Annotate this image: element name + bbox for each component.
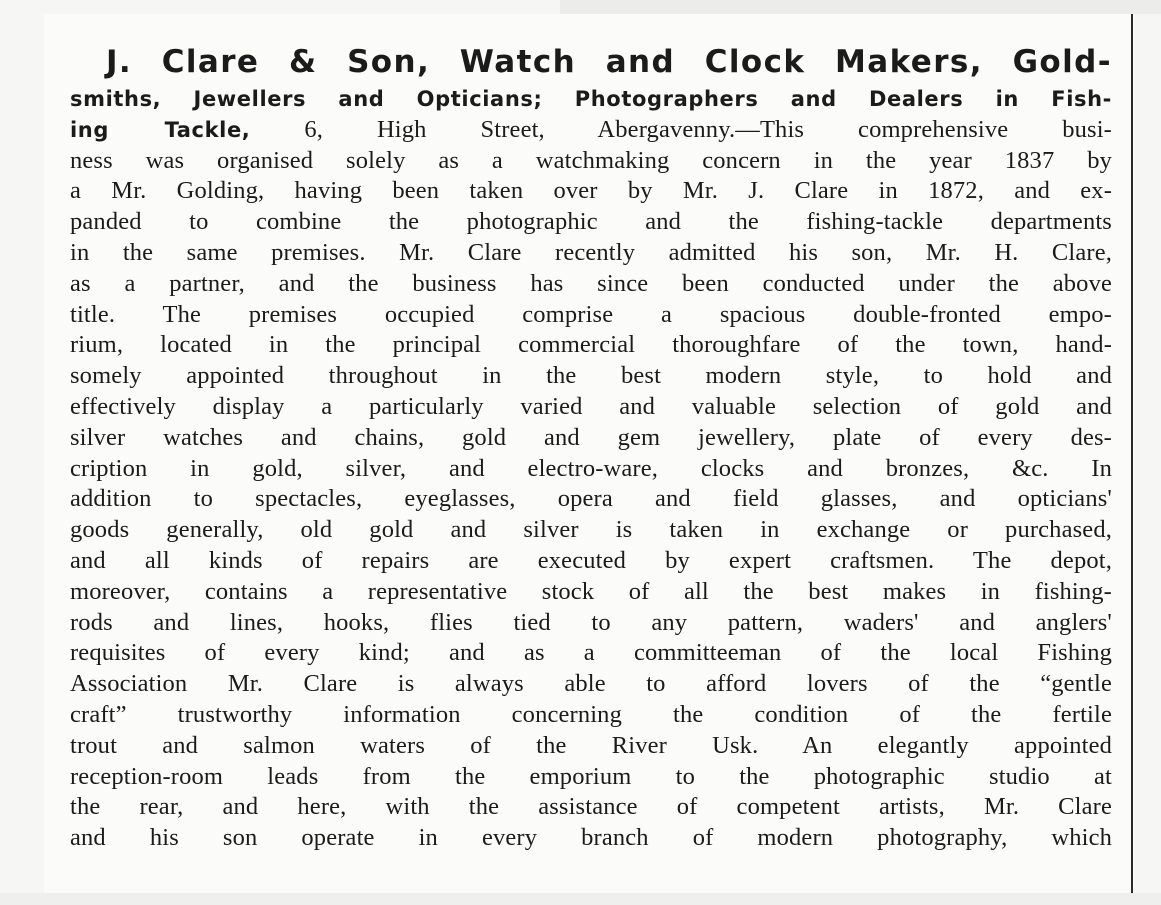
heading-line-1 bbox=[70, 40, 1112, 84]
body-line: title. The premises occupied comprise a spacious double-fronted empo- bbox=[70, 300, 1112, 328]
body-line: somely appointed throughout in the best modern style, to hold and bbox=[70, 362, 1112, 390]
body-line: a Mr. Golding, having been taken over by Mr. J. Clare in 1872, and ex- bbox=[70, 177, 1112, 205]
business-trades-end: ing Tackle, bbox=[70, 117, 251, 142]
body-line: Association Mr. Clare is always able to afford lovers of the “gentle bbox=[70, 670, 1112, 698]
body-line: requisites of every kind; and as a committeeman of the local Fishing bbox=[70, 639, 1112, 667]
body-line: silver watches and chains, gold and gem jewellery, plate of every des- bbox=[70, 423, 1112, 451]
body-line: ness was organised solely as a watchmaking concern in the year 1837 by bbox=[70, 146, 1112, 174]
body-line: cription in gold, silver, and electro-ware, clocks and bronzes, &c. In bbox=[70, 454, 1112, 482]
body-line: craft” trustworthy information concerning the condition of the fertile bbox=[70, 700, 1112, 728]
body-line: and his son operate in every branch of modern photography, which bbox=[70, 824, 1112, 852]
business-address: 6, High Street, Abergavenny.—This comprehensive busi- bbox=[250, 115, 1112, 143]
article bbox=[70, 40, 1112, 854]
column-rule bbox=[1131, 14, 1133, 894]
body-line: moreover, contains a representative stock of all the best makes in fishing- bbox=[70, 577, 1112, 605]
scan-edge-bottom bbox=[0, 893, 1161, 905]
body-line: trout and salmon waters of the River Usk. An elegantly appointed bbox=[70, 731, 1112, 759]
body-line: rods and lines, hooks, flies tied to any pattern, waders' and anglers' bbox=[70, 608, 1112, 636]
body-line: goods generally, old gold and silver is taken in exchange or purchased, bbox=[70, 516, 1112, 544]
body-line: effectively display a particularly varied and valuable selection of gold and bbox=[70, 392, 1112, 420]
heading-line-3 bbox=[70, 115, 1112, 146]
body-line: the rear, and here, with the assistance of competent artists, Mr. Clare bbox=[70, 793, 1112, 821]
scan-edge-top bbox=[560, 0, 1161, 14]
body-line: reception-room leads from the emporium to the photographic studio at bbox=[70, 762, 1112, 790]
body-line: in the same premises. Mr. Clare recently admitted his son, Mr. H. Clare, bbox=[70, 238, 1112, 266]
business-trades: smiths, Jewellers and Opticians; Photographers and Dealers in Fish- bbox=[70, 87, 1112, 111]
heading-line-2 bbox=[70, 84, 1112, 115]
body-line: and all kinds of repairs are executed by expert craftsmen. The depot, bbox=[70, 546, 1112, 574]
body-line: as a partner, and the business has since been conducted under the above bbox=[70, 269, 1112, 297]
business-title: J. Clare & Son, Watch and Clock Makers, Gold- bbox=[106, 44, 1112, 80]
body-line: panded to combine the photographic and the fishing-tackle departments bbox=[70, 208, 1112, 236]
body-line: addition to spectacles, eyeglasses, opera and field glasses, and opticians' bbox=[70, 485, 1112, 513]
body-line: rium, located in the principal commercial thoroughfare of the town, hand- bbox=[70, 331, 1112, 359]
